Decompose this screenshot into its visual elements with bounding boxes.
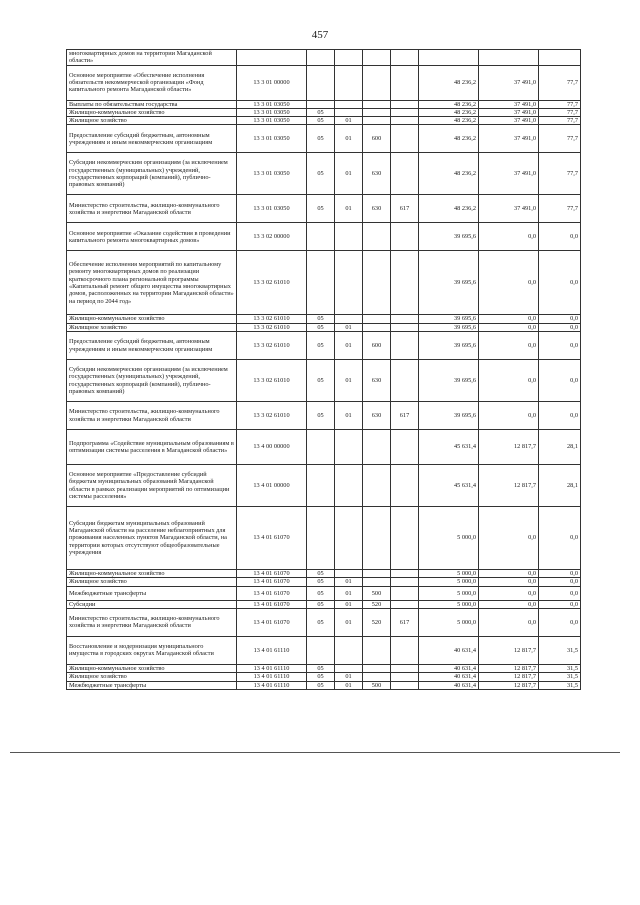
target-code-cell: 13 4 01 61070 [237,608,307,636]
execution-percent-cell [539,50,581,66]
subsection-code-cell [335,570,363,578]
planned-amount-cell: 5 000,0 [419,570,479,578]
section-code-cell [307,50,335,66]
expense-type-cell [363,50,391,66]
execution-percent-cell: 0,0 [539,570,581,578]
expense-type-cell [363,108,391,116]
expense-type-cell: 630 [363,360,391,402]
execution-percent-cell: 77,7 [539,195,581,223]
planned-amount-cell: 5 000,0 [419,600,479,608]
ministry-code-cell: 617 [391,608,419,636]
execution-percent-cell: 0,0 [539,332,581,360]
table-row [67,323,581,331]
row-name-cell: Межбюджетные трансферты [67,586,237,600]
target-code-cell: 13 4 00 00000 [237,430,307,465]
expense-type-cell [363,507,391,570]
table-row [67,195,581,223]
row-name-cell: Основное мероприятие «Предоставление субсидий бюджетам муниципальных образований Магаданской области в рамках реализации мероприятий по оптимизации системы расселения» [67,465,237,507]
subsection-code-cell [335,664,363,672]
target-code-cell: 13 4 01 61110 [237,673,307,681]
planned-amount-cell: 5 000,0 [419,578,479,586]
execution-percent-cell: 77,7 [539,117,581,125]
ministry-code-cell: 617 [391,402,419,430]
planned-amount-cell: 5 000,0 [419,608,479,636]
section-code-cell: 05 [307,195,335,223]
expense-type-cell: 500 [363,586,391,600]
section-code-cell: 05 [307,570,335,578]
subsection-code-cell: 01 [335,673,363,681]
target-code-cell: 13 3 01 03050 [237,195,307,223]
planned-amount-cell: 45 631,4 [419,430,479,465]
executed-amount-cell: 0,0 [479,223,539,251]
execution-percent-cell: 0,0 [539,223,581,251]
expense-type-cell [363,323,391,331]
expense-type-cell [363,100,391,108]
target-code-cell: 13 4 01 00000 [237,465,307,507]
table-row [67,402,581,430]
table-row [67,673,581,681]
section-code-cell: 05 [307,600,335,608]
target-code-cell: 13 3 01 03050 [237,100,307,108]
row-name-cell: Жилищное хозяйство [67,578,237,586]
table-row [67,430,581,465]
planned-amount-cell: 40 631,4 [419,673,479,681]
executed-amount-cell: 37 491,0 [479,153,539,195]
planned-amount-cell: 39 695,6 [419,332,479,360]
subsection-code-cell [335,100,363,108]
table-row [67,117,581,125]
target-code-cell: 13 3 01 03050 [237,125,307,153]
executed-amount-cell [479,50,539,66]
row-name-cell: Субсидии некоммерческим организациям (за исключением государственных (муниципальных) учреждений, государственных корпораций (компаний), публично-правовых компаний) [67,360,237,402]
expense-type-cell: 520 [363,608,391,636]
target-code-cell: 13 3 02 00000 [237,223,307,251]
table-row [67,108,581,116]
planned-amount-cell: 39 695,6 [419,251,479,315]
execution-percent-cell: 0,0 [539,315,581,323]
row-name-cell: Межбюджетные трансферты [67,681,237,689]
planned-amount-cell: 48 236,2 [419,65,479,100]
executed-amount-cell: 0,0 [479,315,539,323]
ministry-code-cell [391,332,419,360]
row-name-cell: Жилищное хозяйство [67,117,237,125]
ministry-code-cell [391,223,419,251]
executed-amount-cell: 0,0 [479,402,539,430]
section-code-cell: 05 [307,315,335,323]
planned-amount-cell: 45 631,4 [419,465,479,507]
executed-amount-cell: 37 491,0 [479,65,539,100]
executed-amount-cell: 0,0 [479,332,539,360]
table-row [67,600,581,608]
target-code-cell: 13 4 01 61070 [237,586,307,600]
expense-type-cell [363,664,391,672]
executed-amount-cell: 0,0 [479,251,539,315]
section-code-cell: 05 [307,332,335,360]
expense-type-cell: 520 [363,600,391,608]
table-row [67,65,581,100]
table-row [67,100,581,108]
execution-percent-cell: 31,5 [539,636,581,664]
section-code-cell: 05 [307,360,335,402]
executed-amount-cell: 12 817,7 [479,681,539,689]
execution-percent-cell: 31,5 [539,681,581,689]
executed-amount-cell: 0,0 [479,608,539,636]
row-name-cell: Жилищно-коммунальное хозяйство [67,664,237,672]
subsection-code-cell: 01 [335,578,363,586]
ministry-code-cell [391,100,419,108]
row-name-cell: Министерство строительства, жилищно-коммунального хозяйства и энергетики Магаданской области [67,608,237,636]
section-code-cell: 05 [307,108,335,116]
ministry-code-cell [391,636,419,664]
expense-type-cell [363,430,391,465]
section-code-cell: 05 [307,402,335,430]
expense-type-cell [363,251,391,315]
executed-amount-cell: 37 491,0 [479,108,539,116]
table-row [67,608,581,636]
table-row [67,50,581,66]
planned-amount-cell: 39 695,6 [419,315,479,323]
execution-percent-cell: 28,1 [539,465,581,507]
ministry-code-cell [391,673,419,681]
execution-percent-cell: 77,7 [539,108,581,116]
planned-amount-cell: 48 236,2 [419,153,479,195]
table-row [67,251,581,315]
row-name-cell: Жилищно-коммунальное хозяйство [67,570,237,578]
table-row [67,636,581,664]
section-code-cell [307,223,335,251]
expense-type-cell [363,315,391,323]
section-code-cell: 05 [307,608,335,636]
row-name-cell: Субсидии [67,600,237,608]
executed-amount-cell: 37 491,0 [479,117,539,125]
section-code-cell [307,251,335,315]
section-code-cell: 05 [307,153,335,195]
table-row [67,223,581,251]
expense-type-cell: 600 [363,332,391,360]
ministry-code-cell [391,125,419,153]
expense-type-cell [363,223,391,251]
subsection-code-cell: 01 [335,608,363,636]
executed-amount-cell: 12 817,7 [479,673,539,681]
ministry-code-cell: 617 [391,195,419,223]
table-row [67,664,581,672]
target-code-cell: 13 3 01 03050 [237,153,307,195]
row-name-cell: Основное мероприятие «Обеспечение исполнения обязательств некоммерческой организации «Фонд капитального ремонта Магаданской области» [67,65,237,100]
execution-percent-cell: 0,0 [539,586,581,600]
subsection-code-cell: 01 [335,332,363,360]
planned-amount-cell: 40 631,4 [419,681,479,689]
section-code-cell [307,636,335,664]
executed-amount-cell: 12 817,7 [479,430,539,465]
row-name-cell: Предоставление субсидий бюджетным, автономным учреждениям и иным некоммерческим организациям [67,125,237,153]
planned-amount-cell: 48 236,2 [419,108,479,116]
section-code-cell [307,430,335,465]
target-code-cell: 13 4 01 61110 [237,681,307,689]
ministry-code-cell [391,430,419,465]
planned-amount-cell: 48 236,2 [419,100,479,108]
execution-percent-cell: 77,7 [539,65,581,100]
table-row [67,315,581,323]
planned-amount-cell: 48 236,2 [419,195,479,223]
execution-percent-cell: 31,5 [539,673,581,681]
row-name-cell: Субсидии некоммерческим организациям (за исключением государственных (муниципальных) учреждений, государственных корпораций (компаний), публично-правовых компаний) [67,153,237,195]
executed-amount-cell: 37 491,0 [479,195,539,223]
expense-type-cell [363,117,391,125]
expense-type-cell: 630 [363,195,391,223]
expense-type-cell [363,636,391,664]
subsection-code-cell [335,223,363,251]
section-code-cell [307,507,335,570]
target-code-cell: 13 3 02 61010 [237,315,307,323]
execution-percent-cell: 31,5 [539,664,581,672]
subsection-code-cell: 01 [335,600,363,608]
subsection-code-cell [335,108,363,116]
section-code-cell: 05 [307,117,335,125]
target-code-cell: 13 4 01 61110 [237,664,307,672]
planned-amount-cell: 39 695,6 [419,323,479,331]
table-row [67,125,581,153]
subsection-code-cell: 01 [335,195,363,223]
row-name-cell: Жилищно-коммунальное хозяйство [67,108,237,116]
expense-type-cell [363,465,391,507]
subsection-code-cell: 01 [335,402,363,430]
section-code-cell: 05 [307,586,335,600]
executed-amount-cell: 0,0 [479,586,539,600]
subsection-code-cell: 01 [335,323,363,331]
execution-percent-cell: 0,0 [539,402,581,430]
expense-type-cell [363,65,391,100]
row-name-cell: Министерство строительства, жилищно-коммунального хозяйства и энергетики Магаданской области [67,195,237,223]
planned-amount-cell: 48 236,2 [419,125,479,153]
row-name-cell: Подпрограмма «Содействие муниципальным образованиям в оптимизации системы расселения в Магаданской области» [67,430,237,465]
executed-amount-cell: 12 817,7 [479,465,539,507]
subsection-code-cell [335,465,363,507]
planned-amount-cell: 48 236,2 [419,117,479,125]
subsection-code-cell: 01 [335,360,363,402]
executed-amount-cell: 0,0 [479,600,539,608]
subsection-code-cell: 01 [335,153,363,195]
execution-percent-cell: 28,1 [539,430,581,465]
table-body [67,50,581,690]
planned-amount-cell: 40 631,4 [419,636,479,664]
execution-percent-cell: 77,7 [539,125,581,153]
section-code-cell: 05 [307,681,335,689]
subsection-code-cell [335,430,363,465]
target-code-cell: 13 3 02 61010 [237,323,307,331]
executed-amount-cell: 0,0 [479,323,539,331]
target-code-cell: 13 3 02 61010 [237,360,307,402]
expense-type-cell: 600 [363,125,391,153]
table-row [67,570,581,578]
ministry-code-cell [391,153,419,195]
row-name-cell: Обеспечение исполнения мероприятий по капитальному ремонту многоквартирных домов по реализации краткосрочного плана региональной программы «Капитальный ремонт общего имущества многоквартирных домов, расположенных на территории Магаданской области» на период по 2044 год» [67,251,237,315]
planned-amount-cell: 39 695,6 [419,223,479,251]
ministry-code-cell [391,586,419,600]
ministry-code-cell [391,315,419,323]
expense-type-cell [363,578,391,586]
target-code-cell: 13 4 01 61070 [237,507,307,570]
row-name-cell: Жилищное хозяйство [67,323,237,331]
subsection-code-cell [335,507,363,570]
target-code-cell: 13 4 01 61070 [237,578,307,586]
target-code-cell: 13 4 01 61070 [237,570,307,578]
target-code-cell: 13 3 01 03050 [237,108,307,116]
subsection-code-cell [335,315,363,323]
ministry-code-cell [391,570,419,578]
planned-amount-cell: 39 695,6 [419,402,479,430]
target-code-cell: 13 3 01 00000 [237,65,307,100]
section-code-cell: 05 [307,323,335,331]
executed-amount-cell: 37 491,0 [479,100,539,108]
ministry-code-cell [391,65,419,100]
table-row [67,360,581,402]
executed-amount-cell: 0,0 [479,578,539,586]
ministry-code-cell [391,360,419,402]
planned-amount-cell: 40 631,4 [419,664,479,672]
subsection-code-cell: 01 [335,117,363,125]
section-code-cell: 05 [307,125,335,153]
table-row [67,681,581,689]
executed-amount-cell: 12 817,7 [479,636,539,664]
row-name-cell: Субсидии бюджетам муниципальных образований Магаданской области на расселение неблагоприятных для проживания населенных пунктов Магаданской области, на территории которых отсутствуют общеобразовательные учреждения [67,507,237,570]
section-code-cell [307,100,335,108]
section-code-cell [307,65,335,100]
execution-percent-cell: 0,0 [539,323,581,331]
expense-type-cell: 630 [363,402,391,430]
ministry-code-cell [391,681,419,689]
subsection-code-cell: 01 [335,586,363,600]
execution-percent-cell: 77,7 [539,100,581,108]
section-code-cell: 05 [307,578,335,586]
subsection-code-cell: 01 [335,125,363,153]
execution-percent-cell: 0,0 [539,507,581,570]
execution-percent-cell: 0,0 [539,251,581,315]
subsection-code-cell [335,50,363,66]
row-name-cell: Выплаты по обязательствам государства [67,100,237,108]
table-row [67,465,581,507]
section-code-cell: 05 [307,664,335,672]
executed-amount-cell: 0,0 [479,507,539,570]
row-name-cell: Жилищно-коммунальное хозяйство [67,315,237,323]
planned-amount-cell: 39 695,6 [419,360,479,402]
execution-percent-cell: 0,0 [539,608,581,636]
ministry-code-cell [391,117,419,125]
ministry-code-cell [391,465,419,507]
table-row [67,578,581,586]
row-name-cell: Основное мероприятие «Оказание содействия в проведении капитального ремонта многоквартирных домов» [67,223,237,251]
table-row [67,586,581,600]
row-name-cell: многоквартирных домов на территории Магаданской области» [67,50,237,66]
executed-amount-cell: 37 491,0 [479,125,539,153]
target-code-cell: 13 3 02 61010 [237,251,307,315]
ministry-code-cell [391,664,419,672]
table-row [67,153,581,195]
target-code-cell [237,50,307,66]
target-code-cell: 13 3 01 03050 [237,117,307,125]
execution-percent-cell: 0,0 [539,600,581,608]
execution-percent-cell: 77,7 [539,153,581,195]
table-row [67,507,581,570]
target-code-cell: 13 3 02 61010 [237,332,307,360]
subsection-code-cell [335,636,363,664]
ministry-code-cell [391,578,419,586]
subsection-code-cell [335,65,363,100]
row-name-cell: Предоставление субсидий бюджетным, автономным учреждениям и иным некоммерческим организациям [67,332,237,360]
ministry-code-cell [391,507,419,570]
row-name-cell: Министерство строительства, жилищно-коммунального хозяйства и энергетики Магаданской области [67,402,237,430]
ministry-code-cell [391,323,419,331]
row-name-cell: Жилищное хозяйство [67,673,237,681]
ministry-code-cell [391,108,419,116]
execution-percent-cell: 0,0 [539,578,581,586]
ministry-code-cell [391,600,419,608]
planned-amount-cell [419,50,479,66]
planned-amount-cell: 5 000,0 [419,586,479,600]
section-code-cell: 05 [307,673,335,681]
subsection-code-cell [335,251,363,315]
expense-type-cell [363,673,391,681]
target-code-cell: 13 4 01 61110 [237,636,307,664]
section-code-cell [307,465,335,507]
executed-amount-cell: 12 817,7 [479,664,539,672]
executed-amount-cell: 0,0 [479,570,539,578]
page-number: 457 [311,29,329,41]
expense-type-cell [363,570,391,578]
ministry-code-cell [391,50,419,66]
subsection-code-cell: 01 [335,681,363,689]
expense-type-cell: 500 [363,681,391,689]
ministry-code-cell [391,251,419,315]
planned-amount-cell: 5 000,0 [419,507,479,570]
table-row [67,332,581,360]
expense-type-cell: 630 [363,153,391,195]
target-code-cell: 13 3 02 61010 [237,402,307,430]
row-name-cell: Восстановление и модернизация муниципального имущества в городских округах Магаданской области [67,636,237,664]
budget-table [66,49,581,690]
executed-amount-cell: 0,0 [479,360,539,402]
execution-percent-cell: 0,0 [539,360,581,402]
footer-divider [10,752,620,753]
target-code-cell: 13 4 01 61070 [237,600,307,608]
